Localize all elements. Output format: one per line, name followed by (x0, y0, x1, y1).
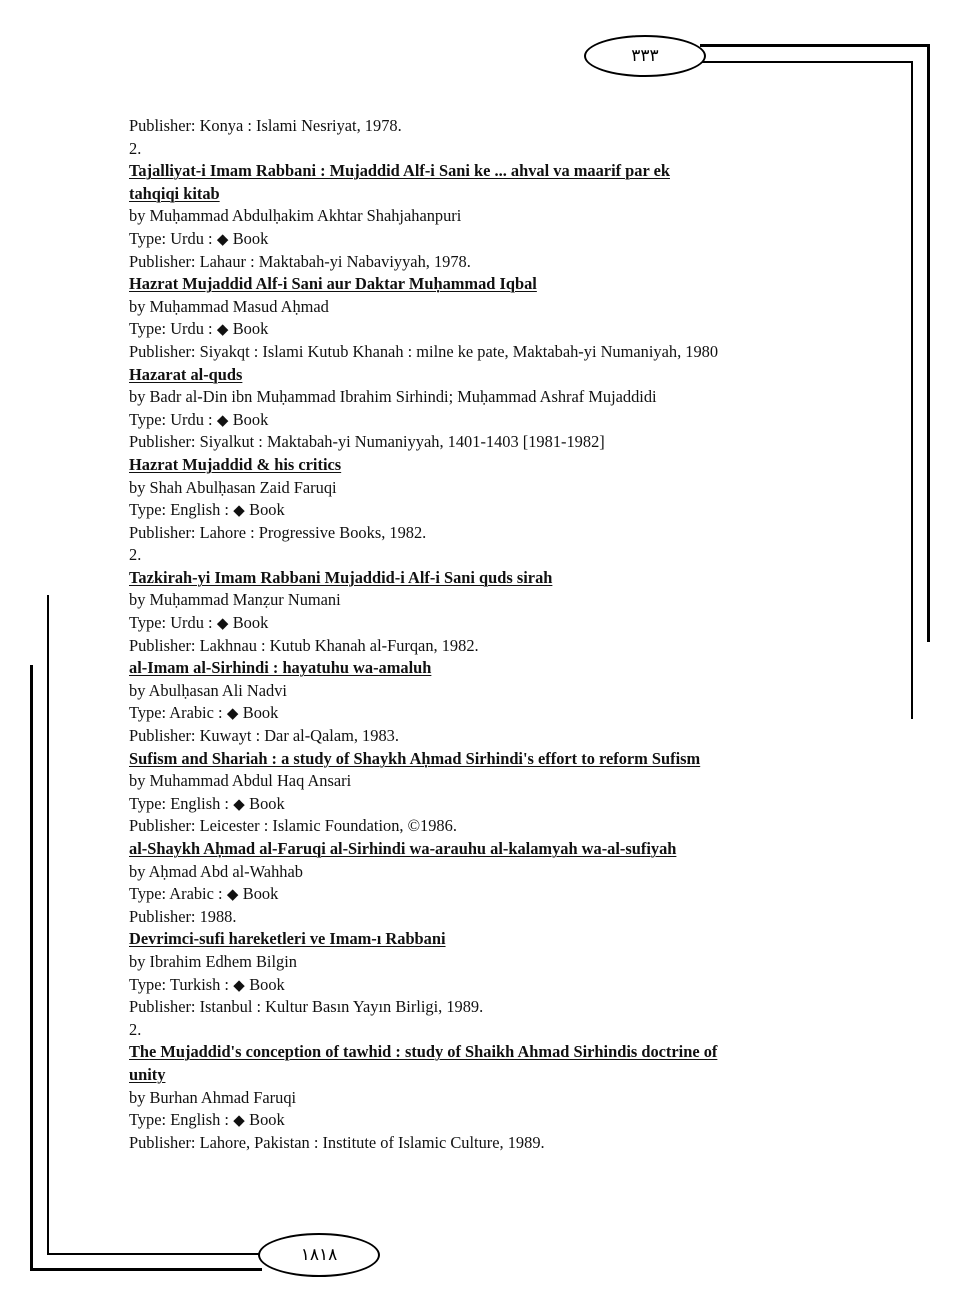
frame-line-top-inner (700, 61, 913, 63)
diamond-bullet-icon: ◆ (216, 412, 229, 429)
entry-title-link[interactable]: Hazarat al-quds (129, 364, 243, 384)
entry-publisher: Publisher: Lahaur : Maktabah-yi Nabaviyyah, 1978. (129, 251, 471, 271)
entry-format: Book (249, 793, 285, 813)
frame-line-left-outer (30, 665, 33, 1271)
entry-number: 2. (129, 1019, 142, 1039)
entry-format: Book (249, 1110, 285, 1130)
entry-format: Book (249, 500, 285, 520)
frame-line-top-outer (700, 44, 930, 47)
page-number-bottom: ۱۸۱۸ (258, 1233, 380, 1277)
diamond-bullet-icon: ◆ (226, 887, 239, 904)
entry-language: Turkish (169, 974, 221, 994)
entry-title-link[interactable]: Sufism and Shariah : a study of Shaykh Aḥmad Sirhindi's effort to reform Sufism (129, 748, 701, 768)
frame-line-right-inner (911, 61, 913, 719)
entry-publisher: Publisher: Kuwayt : Dar al-Qalam, 1983. (129, 726, 399, 746)
frame-line-right-outer (927, 44, 930, 642)
entry-language: Arabic (169, 703, 214, 723)
type-label: Type (129, 793, 162, 813)
entry-type: Type: Urdu : ◆ Book (129, 228, 869, 251)
entry-type: Type: Urdu : ◆ Book (129, 318, 869, 341)
type-label: Type (129, 703, 162, 723)
entry-title-link[interactable]: Tazkirah-yi Imam Rabbani Mujaddid-i Alf-i Sani quds sirah (129, 567, 553, 587)
entry-author: by Ibrahim Edhem Bilgin (129, 951, 297, 971)
entry-format: Book (232, 409, 269, 429)
entry-author: by Muḥammad Masud Aḥmad (129, 296, 329, 316)
entry-type: Type: Arabic : ◆ Book (129, 883, 869, 906)
type-label: Type (129, 500, 162, 520)
diamond-bullet-icon: ◆ (216, 322, 229, 339)
page-number-top: ۳۳۳ (584, 35, 706, 77)
diamond-bullet-icon: ◆ (216, 616, 229, 633)
entry-language: Urdu (170, 409, 204, 429)
entry-title-link[interactable]: The Mujaddid's conception of tawhid : study of Shaikh Ahmad Sirhindis doctrine of (129, 1042, 718, 1062)
entry-title-link[interactable]: al-Imam al-Sirhindi : hayatuhu wa-amaluh (129, 658, 432, 678)
entry-format: Book (242, 884, 279, 904)
entry-format: Book (232, 613, 269, 633)
entry-language: English (170, 793, 221, 813)
entry-type: Type: Urdu : ◆ Book (129, 409, 869, 432)
entry-publisher: Publisher: Lahore, Pakistan : Institute of Islamic Culture, 1989. (129, 1132, 545, 1152)
entry-publisher: Publisher: Leicester : Islamic Foundation, ©1986. (129, 816, 457, 836)
entry-author: by Abulḥasan Ali Nadvi (129, 680, 287, 700)
entry-language: Arabic (169, 884, 214, 904)
entry-title-link[interactable]: Hazrat Mujaddid & his critics (129, 454, 342, 474)
entry-language: Urdu (170, 228, 204, 248)
entry-publisher: Publisher: Istanbul : Kultur Basın Yayın Birligi, 1989. (129, 997, 484, 1017)
type-label: Type (129, 228, 162, 248)
entry-author: by Shah Abulḥasan Zaid Faruqi (129, 477, 337, 497)
diamond-bullet-icon: ◆ (233, 503, 245, 520)
entry-number: 2. (129, 138, 142, 158)
entry-type: Type: Arabic : ◆ Book (129, 702, 869, 725)
type-label: Type (129, 974, 162, 994)
entry-publisher: Publisher: Lakhnau : Kutub Khanah al-Furqan, 1982. (129, 635, 479, 655)
entry-type: Type: English : ◆ Book (129, 793, 869, 816)
bibliography-list (129, 115, 869, 1154)
diamond-bullet-icon: ◆ (233, 977, 245, 994)
entry-title-link[interactable]: Hazrat Mujaddid Alf-i Sani aur Daktar Muḥammad Iqbal (129, 274, 537, 294)
entry-author: by Muḥammad Manẓur Numani (129, 590, 341, 610)
entry-type: Type: Turkish : ◆ Book (129, 974, 869, 997)
entry-title-link-cont[interactable]: unity (129, 1064, 166, 1084)
entry-language: English (170, 1110, 221, 1130)
entry-format: Book (242, 703, 279, 723)
entry-type: Type: English : ◆ Book (129, 1109, 869, 1132)
entry-language: Urdu (170, 613, 204, 633)
entry-number: 2. (129, 545, 142, 565)
entry-publisher: Publisher: Konya : Islami Nesriyat, 1978. (129, 116, 402, 135)
entry-author: by Burhan Ahmad Faruqi (129, 1087, 297, 1107)
type-label: Type (129, 409, 162, 429)
entry-title-link[interactable]: al-Shaykh Aḥmad al-Faruqi al-Sirhindi wa-arauhu al-kalamyah wa-al-sufiyah (129, 839, 677, 858)
diamond-bullet-icon: ◆ (216, 231, 229, 248)
frame-line-bottom-outer (30, 1268, 262, 1271)
entry-publisher: Publisher: Siyalkut : Maktabah-yi Numaniyyah, 1401-1403 [1981-1982] (129, 432, 605, 452)
entry-format: Book (249, 974, 285, 994)
entry-publisher: Publisher: Siyakqt : Islami Kutub Khanah : milne ke pate, Maktabah-yi Numaniyah, 1980 (129, 341, 719, 361)
entry-publisher: Publisher: Lahore : Progressive Books, 1982. (129, 522, 427, 542)
entry-author: by Aḥmad Abd al-Wahhab (129, 861, 303, 881)
entry-language: Urdu (170, 319, 204, 339)
entry-author: by Badr al-Din ibn Muḥammad Ibrahim Sirhindi; Muḥammad Ashraf Mujaddidi (129, 387, 657, 407)
frame-line-left-inner (47, 595, 49, 1255)
entry-title-link-cont[interactable]: tahqiqi kitab (129, 183, 220, 203)
diamond-bullet-icon: ◆ (226, 706, 239, 723)
type-label: Type (129, 884, 162, 904)
frame-line-bottom-inner (47, 1253, 262, 1255)
entry-title-link[interactable]: Devrimci-sufi hareketleri ve Imam-ı Rabbani (129, 929, 446, 949)
type-label: Type (129, 319, 162, 339)
entry-format: Book (232, 319, 269, 339)
entry-author: by Muḥammad Abdulḥakim Akhtar Shahjahanpuri (129, 206, 462, 226)
entry-language: English (170, 500, 221, 520)
entry-publisher: Publisher: 1988. (129, 906, 237, 926)
diamond-bullet-icon: ◆ (233, 1113, 245, 1130)
type-label: Type (129, 613, 162, 633)
entry-title-link[interactable]: Tajalliyat-i Imam Rabbani : Mujaddid Alf-i Sani ke ... ahval va maarif par ek (129, 161, 670, 181)
entry-type: Type: Urdu : ◆ Book (129, 612, 869, 635)
entry-format: Book (232, 228, 269, 248)
entry-author: by Muhammad Abdul Haq Ansari (129, 771, 352, 791)
type-label: Type (129, 1110, 162, 1130)
diamond-bullet-icon: ◆ (233, 796, 245, 813)
entry-type: Type: English : ◆ Book (129, 499, 869, 522)
